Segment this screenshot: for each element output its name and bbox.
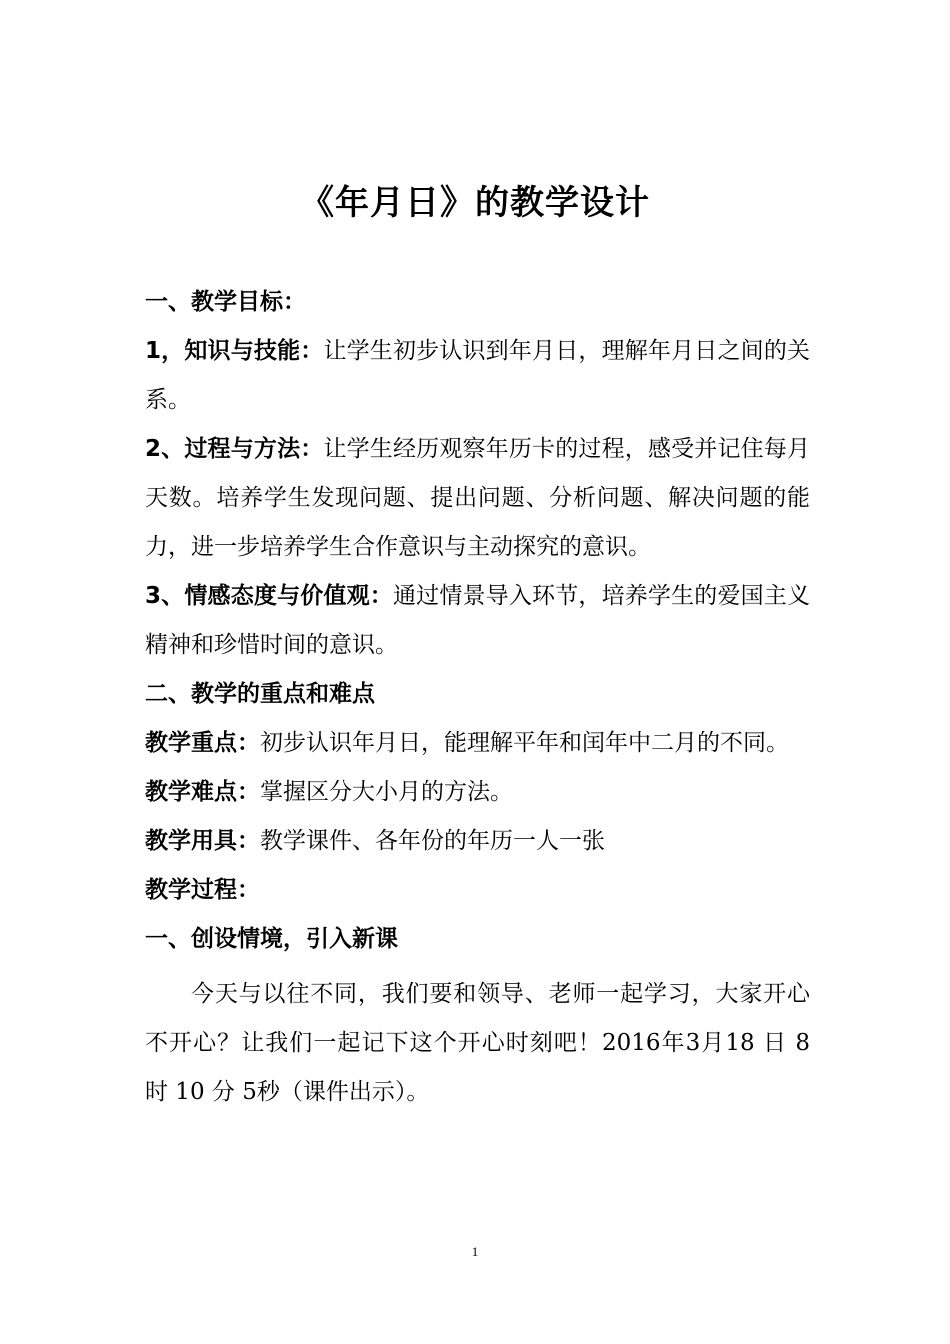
objective-label: 3、情感态度与价值观： (145, 583, 393, 609)
page-number: 1 (471, 1244, 479, 1259)
objective-attitude (145, 572, 810, 670)
objective-knowledge (145, 327, 810, 425)
objective-text: 让学生初步认识到年月日，理解年月日之间的关系。 (145, 338, 810, 413)
objective-text: 通过情景导入环节，培养学生的爱国主义精神和珍惜时间的意识。 (145, 583, 810, 658)
teaching-tools (145, 817, 810, 866)
teaching-difficulty (145, 768, 810, 817)
teaching-focus (145, 719, 810, 768)
objective-label: 2、过程与方法： (145, 436, 324, 462)
tools-text: 教学课件、各年份的年历一人一张 (260, 828, 605, 854)
difficulty-label: 教学难点： (145, 779, 260, 805)
focus-label: 教学重点： (145, 730, 260, 756)
objective-label: 1，知识与技能： (145, 338, 324, 364)
focus-text: 初步认识年月日，能理解平年和闰年中二月的不同。 (260, 730, 789, 756)
section-heading-key-points: 二、教学的重点和难点 (145, 681, 375, 707)
section-heading-process: 教学过程： (145, 877, 260, 903)
section-heading-introduction: 一、创设情境，引入新课 (145, 926, 398, 952)
introduction-paragraph: 今天与以往不同，我们要和领导、老师一起学习，大家开心不开心？让我们一起记下这个开心时刻吧！2016年3月18 日 8 时 10 分 5秒（课件出示）。 (145, 981, 810, 1105)
objective-text: 让学生经历观察年历卡的过程，感受并记住每月天数。培养学生发现问题、提出问题、分析问题、解决问题的能力，进一步培养学生合作意识与主动探究的意识。 (145, 436, 810, 560)
tools-label: 教学用具： (145, 828, 260, 854)
objective-process (145, 425, 810, 572)
document-body (145, 278, 810, 1117)
difficulty-text: 掌握区分大小月的方法。 (260, 779, 513, 805)
document-title: 《年月日》的教学设计 (300, 183, 650, 223)
section-heading-objectives: 一、教学目标： (145, 289, 306, 315)
